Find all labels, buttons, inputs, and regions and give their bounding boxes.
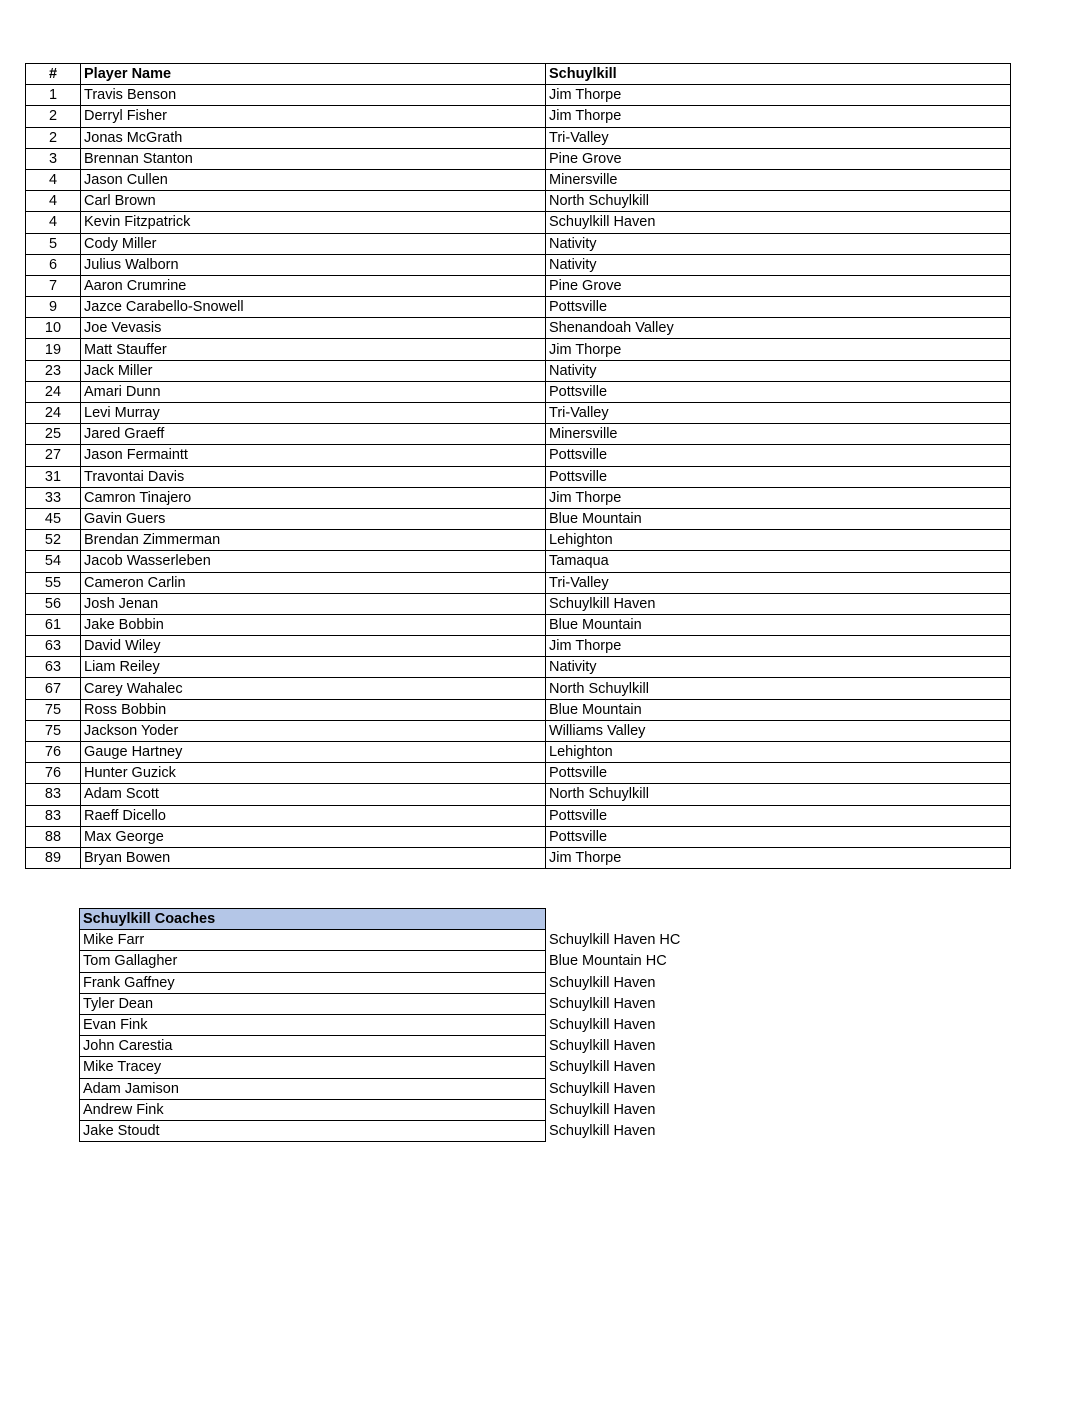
player-name: Carey Wahalec [81, 678, 546, 699]
coaches-table [79, 908, 1011, 1142]
coach-school: Schuylkill Haven [549, 974, 656, 991]
player-school: Pottsville [546, 381, 1011, 402]
player-name: Hunter Guzick [81, 763, 546, 784]
player-number: 7 [26, 275, 81, 296]
player-school: Pottsville [546, 805, 1011, 826]
player-school: Jim Thorpe [546, 339, 1011, 360]
player-name: Josh Jenan [81, 593, 546, 614]
player-name: Raeff Dicello [81, 805, 546, 826]
player-school: Nativity [546, 233, 1011, 254]
player-school: Pottsville [546, 466, 1011, 487]
table-row [26, 254, 1011, 275]
player-school: Shenandoah Valley [546, 318, 1011, 339]
coach-name: Frank Gaffney [80, 972, 546, 993]
player-number: 27 [26, 445, 81, 466]
table-row [26, 403, 1011, 424]
roster-body [26, 85, 1011, 869]
player-number: 10 [26, 318, 81, 339]
player-school: Lehighton [546, 742, 1011, 763]
coach-row [80, 1036, 1011, 1057]
player-name: Jason Fermaintt [81, 445, 546, 466]
coach-school: Schuylkill Haven [549, 1122, 656, 1139]
player-school: Nativity [546, 657, 1011, 678]
coach-school: Schuylkill Haven [549, 1101, 656, 1118]
player-number: 83 [26, 784, 81, 805]
roster-header-row [26, 64, 1011, 85]
player-number: 2 [26, 127, 81, 148]
coach-row [80, 1014, 1011, 1035]
coach-row [80, 1120, 1011, 1141]
table-row [26, 487, 1011, 508]
player-name: Adam Scott [81, 784, 546, 805]
player-name: Cameron Carlin [81, 572, 546, 593]
player-name: Cody Miller [81, 233, 546, 254]
coach-row [80, 951, 1011, 972]
player-name: David Wiley [81, 636, 546, 657]
table-row [26, 445, 1011, 466]
player-school: Pine Grove [546, 275, 1011, 296]
table-row [26, 191, 1011, 212]
player-number: 4 [26, 212, 81, 233]
table-row [26, 360, 1011, 381]
coach-row [80, 930, 1011, 951]
player-number: 5 [26, 233, 81, 254]
table-row [26, 318, 1011, 339]
player-name: Amari Dunn [81, 381, 546, 402]
player-school: North Schuylkill [546, 784, 1011, 805]
table-row [26, 572, 1011, 593]
table-row [26, 551, 1011, 572]
table-row [26, 424, 1011, 445]
player-number: 75 [26, 699, 81, 720]
player-name: Jared Graeff [81, 424, 546, 445]
table-row [26, 508, 1011, 529]
coach-name: Mike Tracey [80, 1057, 546, 1078]
coach-row [80, 1078, 1011, 1099]
coach-school: Schuylkill Haven [549, 1059, 656, 1076]
school-column-header: Schuylkill [546, 64, 1011, 85]
player-school: Jim Thorpe [546, 85, 1011, 106]
player-school: Minersville [546, 169, 1011, 190]
player-school: Jim Thorpe [546, 487, 1011, 508]
table-row [26, 784, 1011, 805]
player-name: Liam Reiley [81, 657, 546, 678]
coach-row [80, 1099, 1011, 1120]
player-name: Camron Tinajero [81, 487, 546, 508]
player-number: 31 [26, 466, 81, 487]
player-number: 19 [26, 339, 81, 360]
player-school: Pottsville [546, 297, 1011, 318]
player-number: 4 [26, 191, 81, 212]
player-school: Blue Mountain [546, 699, 1011, 720]
coach-school: Schuylkill Haven [549, 1017, 656, 1034]
player-name: Travontai Davis [81, 466, 546, 487]
player-school: Blue Mountain [546, 508, 1011, 529]
player-name: Brennan Stanton [81, 148, 546, 169]
coach-name: John Carestia [80, 1036, 546, 1057]
player-school: Nativity [546, 360, 1011, 381]
player-name: Matt Stauffer [81, 339, 546, 360]
table-row [26, 636, 1011, 657]
player-name: Kevin Fitzpatrick [81, 212, 546, 233]
table-row [26, 530, 1011, 551]
player-roster-table [25, 63, 1011, 869]
table-row [26, 381, 1011, 402]
player-school: Tri-Valley [546, 572, 1011, 593]
player-number: 88 [26, 826, 81, 847]
player-name: Carl Brown [81, 191, 546, 212]
coaches-header-spacer [546, 909, 1011, 930]
player-school: Minersville [546, 424, 1011, 445]
table-row [26, 169, 1011, 190]
player-name: Joe Vevasis [81, 318, 546, 339]
player-name: Gavin Guers [81, 508, 546, 529]
player-name: Levi Murray [81, 403, 546, 424]
table-row [26, 275, 1011, 296]
coach-name: Mike Farr [80, 930, 546, 951]
player-name: Brendan Zimmerman [81, 530, 546, 551]
coach-name: Jake Stoudt [80, 1120, 546, 1141]
player-school: Lehighton [546, 530, 1011, 551]
player-number: 52 [26, 530, 81, 551]
table-row [26, 212, 1011, 233]
player-number: 24 [26, 381, 81, 402]
player-name: Bryan Bowen [81, 847, 546, 868]
player-school: Tamaqua [546, 551, 1011, 572]
player-school: Jim Thorpe [546, 847, 1011, 868]
player-number: 76 [26, 742, 81, 763]
player-school: Blue Mountain [546, 614, 1011, 635]
player-school: North Schuylkill [546, 678, 1011, 699]
player-name: Max George [81, 826, 546, 847]
player-school: Schuylkill Haven [546, 593, 1011, 614]
player-name: Jackson Yoder [81, 720, 546, 741]
table-row [26, 106, 1011, 127]
table-row [26, 699, 1011, 720]
table-row [26, 148, 1011, 169]
table-row [26, 593, 1011, 614]
table-row [26, 678, 1011, 699]
coach-name: Tyler Dean [80, 993, 546, 1014]
player-name: Ross Bobbin [81, 699, 546, 720]
player-number: 67 [26, 678, 81, 699]
player-school: Tri-Valley [546, 127, 1011, 148]
player-number: 55 [26, 572, 81, 593]
table-row [26, 657, 1011, 678]
table-row [26, 614, 1011, 635]
table-row [26, 233, 1011, 254]
player-number: 4 [26, 169, 81, 190]
table-row [26, 339, 1011, 360]
player-name: Travis Benson [81, 85, 546, 106]
player-number: 25 [26, 424, 81, 445]
player-school: Jim Thorpe [546, 106, 1011, 127]
player-name-column-header: Player Name [81, 64, 546, 85]
coach-school: Schuylkill Haven HC [549, 932, 681, 949]
player-school: Williams Valley [546, 720, 1011, 741]
player-school: Pottsville [546, 826, 1011, 847]
number-column-header: # [26, 64, 81, 85]
player-school: Pine Grove [546, 148, 1011, 169]
player-name: Derryl Fisher [81, 106, 546, 127]
coach-school: Schuylkill Haven [549, 995, 656, 1012]
table-row [26, 742, 1011, 763]
player-school: North Schuylkill [546, 191, 1011, 212]
coach-row [80, 972, 1011, 993]
coaches-body [80, 909, 1011, 1142]
player-name: Jason Cullen [81, 169, 546, 190]
player-number: 2 [26, 106, 81, 127]
coach-name: Andrew Fink [80, 1099, 546, 1120]
table-row [26, 826, 1011, 847]
player-school: Schuylkill Haven [546, 212, 1011, 233]
player-name: Jazce Carabello-Snowell [81, 297, 546, 318]
table-row [26, 127, 1011, 148]
player-school: Nativity [546, 254, 1011, 275]
coach-name: Adam Jamison [80, 1078, 546, 1099]
player-number: 61 [26, 614, 81, 635]
player-number: 24 [26, 403, 81, 424]
player-number: 23 [26, 360, 81, 381]
table-row [26, 466, 1011, 487]
player-number: 63 [26, 657, 81, 678]
player-number: 83 [26, 805, 81, 826]
player-school: Jim Thorpe [546, 636, 1011, 657]
player-number: 75 [26, 720, 81, 741]
table-row [26, 297, 1011, 318]
player-number: 45 [26, 508, 81, 529]
player-number: 89 [26, 847, 81, 868]
player-name: Jacob Wasserleben [81, 551, 546, 572]
coach-school: Blue Mountain HC [549, 953, 667, 970]
player-school: Pottsville [546, 763, 1011, 784]
player-number: 3 [26, 148, 81, 169]
player-name: Gauge Hartney [81, 742, 546, 763]
player-school: Pottsville [546, 445, 1011, 466]
player-name: Jake Bobbin [81, 614, 546, 635]
player-number: 9 [26, 297, 81, 318]
coaches-header-row [80, 909, 1011, 930]
coach-row [80, 1057, 1011, 1078]
player-name: Julius Walborn [81, 254, 546, 275]
coaches-section-header: Schuylkill Coaches [80, 909, 546, 930]
player-number: 6 [26, 254, 81, 275]
coach-row [80, 993, 1011, 1014]
table-row [26, 85, 1011, 106]
coach-school: Schuylkill Haven [549, 1038, 656, 1055]
coach-school: Schuylkill Haven [549, 1080, 656, 1097]
player-number: 56 [26, 593, 81, 614]
player-name: Jack Miller [81, 360, 546, 381]
table-row [26, 847, 1011, 868]
player-number: 63 [26, 636, 81, 657]
player-number: 54 [26, 551, 81, 572]
player-school: Tri-Valley [546, 403, 1011, 424]
table-row [26, 720, 1011, 741]
player-number: 33 [26, 487, 81, 508]
player-name: Jonas McGrath [81, 127, 546, 148]
player-number: 76 [26, 763, 81, 784]
coach-name: Tom Gallagher [80, 951, 546, 972]
table-row [26, 763, 1011, 784]
coach-name: Evan Fink [80, 1014, 546, 1035]
player-number: 1 [26, 85, 81, 106]
player-name: Aaron Crumrine [81, 275, 546, 296]
table-row [26, 805, 1011, 826]
